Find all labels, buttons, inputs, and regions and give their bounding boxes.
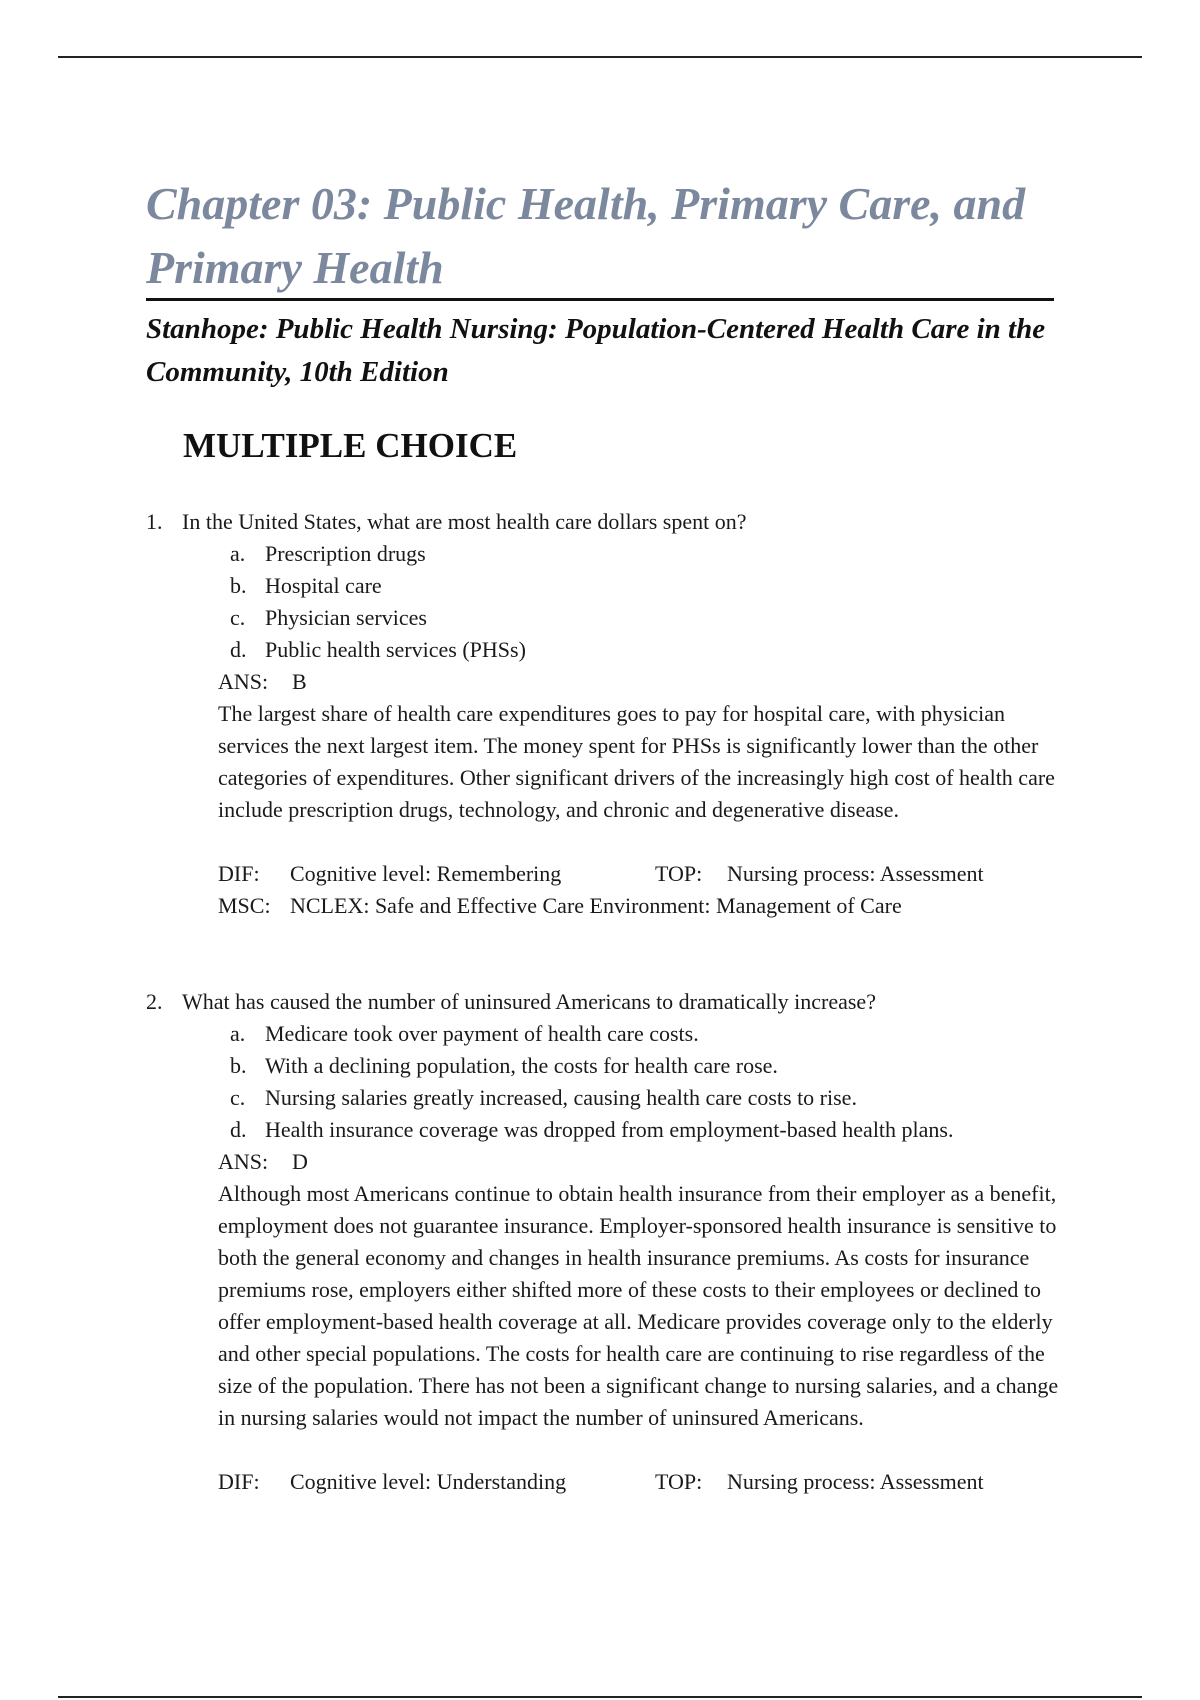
question-stem: What has caused the number of uninsured Americans to dramatically increase?: [182, 989, 876, 1014]
option-letter: c.: [230, 1085, 246, 1110]
dif-label: DIF:: [218, 1469, 260, 1494]
option-letter: b.: [230, 573, 247, 598]
option-a: [230, 1018, 1066, 1050]
option-text: With a declining population, the costs for health care rose.: [265, 1053, 778, 1078]
chapter-title: Chapter 03: Public Health, Primary Care, and Primary Health: [146, 178, 1026, 293]
option-text: Physician services: [265, 605, 427, 630]
option-text: Hospital care: [265, 573, 382, 598]
option-letter: b.: [230, 1053, 247, 1078]
option-c: [230, 602, 1066, 634]
dif-value: Cognitive level: Remembering: [290, 861, 562, 886]
option-c: [230, 1082, 1066, 1114]
answer-options: [146, 538, 1066, 666]
answer-block: [146, 1146, 1066, 1498]
top-label: TOP:: [655, 1469, 703, 1494]
option-text: Medicare took over payment of health care costs.: [265, 1021, 699, 1046]
answer-key: B: [292, 669, 307, 694]
question-metadata: [218, 858, 1066, 922]
book-title: Stanhope: Public Health Nursing: Population-Centered Health Care in the Community, 10th Edition: [146, 313, 1046, 388]
dif-value: Cognitive level: Understanding: [290, 1469, 567, 1494]
question-stem: In the United States, what are most health care dollars spent on?: [182, 509, 747, 534]
answer-line: [218, 666, 1066, 698]
top-value: Nursing process: Assessment: [727, 861, 984, 886]
option-text: Prescription drugs: [265, 541, 426, 566]
option-b: [230, 570, 1066, 602]
option-letter: a.: [230, 1021, 246, 1046]
option-text: Nursing salaries greatly increased, causing health care costs to rise.: [265, 1085, 857, 1110]
option-text: Health insurance coverage was dropped from employment-based health plans.: [265, 1117, 954, 1142]
option-letter: a.: [230, 541, 246, 566]
question-metadata: [218, 1466, 1066, 1498]
msc-label: MSC:: [218, 893, 271, 918]
question-number: 1.: [146, 509, 163, 534]
rationale: The largest share of health care expenditures goes to pay for hospital care, with physician services the next largest item. The money spent for PHSs is significantly lower than the other categories of expenditures. Other significant drivers of the increasingly high cost of health care include prescription drugs, technology, and chronic and degenerative disease.: [218, 701, 1055, 822]
bottom-page-rule: [58, 1696, 1142, 1698]
question-2: [146, 986, 1066, 1498]
answer-options: [146, 1018, 1066, 1146]
question-stem-row: [146, 986, 1066, 1018]
dif-label: DIF:: [218, 861, 260, 886]
dif-top-row: [218, 1466, 1066, 1498]
question-stem-row: [146, 506, 1066, 538]
option-b: [230, 1050, 1066, 1082]
section-heading: MULTIPLE CHOICE: [183, 426, 518, 465]
top-page-rule: [58, 56, 1142, 58]
answer-line: [218, 1146, 1066, 1178]
title-underline: [146, 298, 1054, 301]
answer-label: ANS:: [218, 1149, 269, 1174]
answer-label: ANS:: [218, 669, 269, 694]
question-number: 2.: [146, 989, 163, 1014]
option-letter: d.: [230, 637, 247, 662]
option-letter: d.: [230, 1117, 247, 1142]
top-value: Nursing process: Assessment: [727, 1469, 984, 1494]
dif-top-row: [218, 858, 1066, 890]
option-d: [230, 634, 1066, 666]
answer-key: D: [292, 1149, 308, 1174]
top-label: TOP:: [655, 861, 703, 886]
option-text: Public health services (PHSs): [265, 637, 526, 662]
option-d: [230, 1114, 1066, 1146]
msc-value: NCLEX: Safe and Effective Care Environment: Management of Care: [290, 893, 902, 918]
answer-block: [146, 666, 1066, 922]
question-1: [146, 506, 1066, 922]
rationale: Although most Americans continue to obtain health insurance from their employer as a benefit, employment does not guarantee insurance. Employer-sponsored health insurance is sensitive to both the general economy and changes in health insurance premiums. As costs for insurance premiums rose, employers either shifted more of these costs to their employees or declined to offer employment-based health coverage at all. Medicare provides coverage only to the elderly and other special populations. The costs for health care are continuing to rise regardless of the size of the population. There has not been a significant change to nursing salaries, and a change in nursing salaries would not impact the number of uninsured Americans.: [218, 1181, 1059, 1430]
msc-row: [218, 890, 1066, 922]
option-letter: c.: [230, 605, 246, 630]
option-a: [230, 538, 1066, 570]
